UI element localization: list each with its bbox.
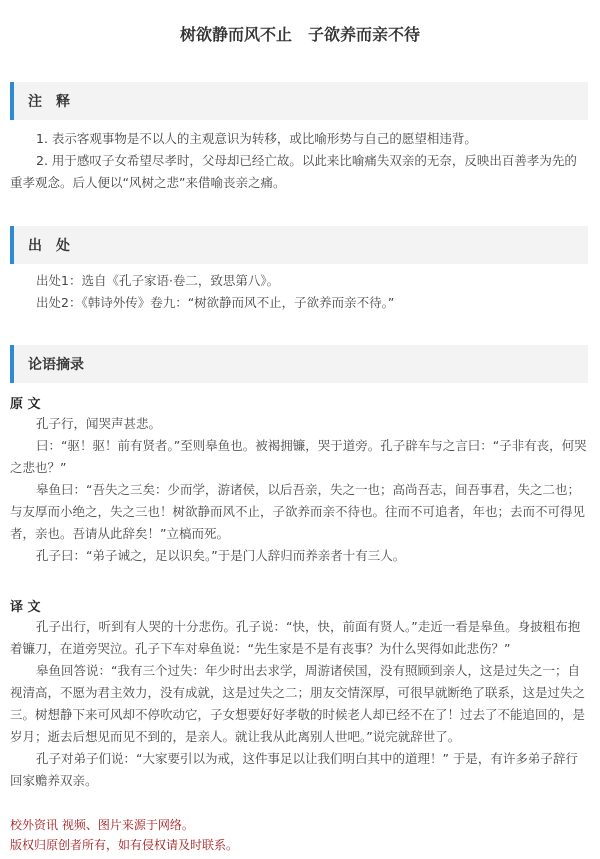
original-text-label: 原 文 xyxy=(10,397,41,412)
translation-paragraph: 孔子出行，听到有人哭的十分悲伤。孔子说：“快，快，前面有贤人。”走近一看是皋鱼。身披粗布抱着镰刀，在道旁哭泣。孔子下车对皋鱼说：“先生家是不是有丧事？为什么哭得如此悲伤？” xyxy=(10,619,581,656)
source-body xyxy=(10,270,588,314)
section-title-source: 出 处 xyxy=(28,238,70,254)
page-title: 树欲静而风不止 子欲养而亲不待 xyxy=(179,25,420,44)
source-item: 出处2：《韩诗外传》卷九：“树欲静而风不止，子欲养而亲不待。” xyxy=(36,295,395,310)
translation-label: 译 文 xyxy=(10,600,41,615)
original-paragraph: 孔子行，闻哭声甚悲。 xyxy=(36,416,162,431)
section-title-notes: 注 释 xyxy=(28,94,70,110)
translation-paragraph: 皋鱼回答说：“我有三个过失：年少时出去求学，周游诸侯国，没有照顾到亲人，这是过失之一；自视清高，不愿为君主效力，没有成就，这是过失之二；朋友交情深厚，可很早就断绝了联系，这是过失之三。树想静下来可风却不停吹动它，子女想要好好孝敬的时候老人却已经不在了！过去了不能追回的，是岁月；逝去后想见而见不到的，是亲人。就让我从此离别人世吧。”说完就辞世了。 xyxy=(10,663,586,744)
original-paragraph: 曰：“驱！驱！前有贤者。”至则皋鱼也。被褐拥镰，哭于道旁。孔子辟车与之言曰：“子非有丧，何哭之悲也？” xyxy=(10,438,587,475)
original-paragraph: 孔子曰：“弟子诫之，足以识矣。”于是门人辞归而养亲者十有三人。 xyxy=(36,548,406,563)
source-item: 出处1：选自《孔子家语·卷二，致思第八》。 xyxy=(36,273,280,288)
section-header-source xyxy=(10,226,588,264)
notes-body xyxy=(10,128,588,194)
footer-line: 校外资讯 视频、图片来源于网络。 xyxy=(10,818,194,832)
original-text-body xyxy=(10,413,588,567)
footer-line: 版权归原创者所有，如有侵权请及时联系。 xyxy=(10,838,239,852)
translation-body xyxy=(10,616,588,792)
section-header-notes xyxy=(10,82,588,120)
footer-note xyxy=(10,815,238,855)
translation-paragraph: 孔子对弟子们说：“大家要引以为戒，这件事足以让我们明白其中的道理！” 于是，有许多弟子辞行回家赡养双亲。 xyxy=(10,751,578,788)
note-item: 1. 表示客观事物是不以人的主观意识为转移，或比喻形势与自己的愿望相违背。 xyxy=(36,131,477,146)
original-paragraph: 皋鱼曰：“吾失之三矣：少而学，游诸侯，以后吾亲，失之一也；高尚吾志，间吾事君，失之二也；与友厚而小绝之，失之三也！树欲静而风不止，子欲养而亲不待也。往而不可追者，年也；去而不可得见者，亲也。吾请从此辞矣！”立槁而死。 xyxy=(10,482,586,541)
section-title-analects: 论语摘录 xyxy=(28,357,84,373)
note-item: 2. 用于感叹子女希望尽孝时，父母却已经亡故。以此来比喻痛失双亲的无奈，反映出百善孝为先的重孝观念。后人便以“风树之悲”来借喻丧亲之痛。 xyxy=(10,153,577,190)
section-header-analects xyxy=(10,345,588,383)
